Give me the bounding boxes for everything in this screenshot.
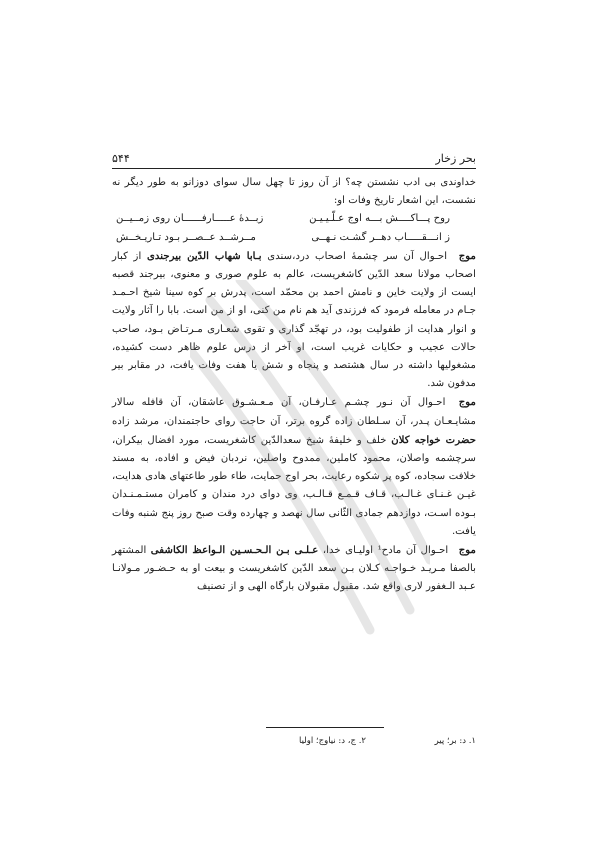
footnote-divider bbox=[266, 727, 384, 728]
verse-hemistich-right: روح پـــاکــــش بـــه اوج عـلّـیـیـن bbox=[309, 213, 450, 225]
moj-marker: موج bbox=[458, 544, 476, 557]
section-name: حضرت خواجه کلان bbox=[391, 433, 476, 446]
verse-line bbox=[116, 210, 450, 228]
section-text: خلف و خلیفهٔ شیخ سعدالدّین کاشغریست، مورد افضال بیکران، سرچشمه واصلان، محمود کاملین، ممدوح واصلین، نردبان فیض و افاده، به مسند خلافت سجاده، کوه پر شکوه رعایت، بحر اوج حمایت، طاء طور طاعتهای هادی هدایت، غیـن غـنـای غـالـب، قـاف قـمـع قـالـب، وی دوای درد مندان و کامران مستـمـنـدان بـوده اسـت، دوازدهم جمادی الثّانی سال نهصد و چهارده وقت صبح روز پنج شنبه وفات یافت. bbox=[112, 434, 476, 537]
moj-marker: موج bbox=[458, 249, 476, 262]
header-title: بحر زخار bbox=[435, 152, 476, 165]
verse-hemistich-left: زبــدهٔ عـــــارفــــــان روی زمــیــن bbox=[116, 213, 264, 225]
section-name: عـلـی بـن الـحـسـین الـواعظ الکاشفی bbox=[150, 544, 319, 557]
verse-hemistich-left: مــرشــد عــصــر بـود تـاریـخــش bbox=[116, 231, 256, 243]
section-baba-shahab bbox=[112, 247, 476, 394]
section-text: از کبار اصحاب مولانا سعد الدّین کاشغریست، عالم به علوم صوری و معنوی، بیرجند قصبه ایست از ولایت خاین و نامش احمد بن محمّد است، پدرش بر کوه سینا شیخ احـمـد جـام در معامله فرمود که فرزندی آید هم نام من کنی، او از من است. بابا را آثار ولایت و انوار هدایت از طفولیت بود، در تهجّد گذاری و تقوی شعـاری مـرتـاض بـود، صاحب حالات عجیب و حکایات غریب است، او آخر از درس علوم ظاهر دست کشیده، مشغولیها داشته در سال هشتصد و پنجاه و شش یا هفت وفات یافت، در مقابر بیر مدفون شد. bbox=[112, 250, 476, 390]
running-header bbox=[112, 150, 476, 168]
body-text bbox=[112, 174, 476, 597]
section-khwaja-kalan bbox=[112, 393, 476, 541]
header-divider bbox=[112, 168, 476, 169]
verse-line bbox=[116, 229, 450, 247]
footnote-2: ۲. ج، د: نیاوج؛ اولیا bbox=[299, 736, 366, 746]
footnote-1: ۱. د: بر؛ پیر bbox=[434, 736, 476, 746]
verse-hemistich-right: ز انـــقـــــاب دهــر گشـت نـهــی bbox=[311, 231, 450, 243]
section-text: المشتهر بالصفا مـریـد خـواجـه کـلان بـن سعد الدّین کاشغریست و بیعت او به حـضـور مـولانـا عـبد الـغفور لاری واقع شد. مقبول مقبولان بارگاه الهی و از تصنیف bbox=[112, 545, 476, 593]
section-intro: احـوال آن سر چشمهٔ اصحاب درد،سندی bbox=[267, 250, 448, 262]
section-kashifi bbox=[112, 541, 476, 597]
footnotes bbox=[226, 736, 476, 750]
intro-paragraph: خداوندی بی ادب نشستن چه؟ از آن روز تا چهل سال سوای دوزانو به طور دیگر نه نشست، این اشعار تاریخ وفات او: bbox=[112, 177, 476, 207]
moj-marker: موج bbox=[458, 396, 476, 409]
page-number: ۵۴۴ bbox=[112, 152, 130, 165]
section-name: بـابا شهاب الدّین بیرجندی bbox=[146, 249, 262, 262]
section-intro: احـوال آن نـور چشـم عـارفـان، آن مـعـشـوق عاشقان، آن قافله سالار مشایـعـان پـدر، آن سـلطان زاده گروه برتر، آن حاجت روای حاجتمندان، مرشد زاده bbox=[112, 397, 476, 427]
section-intro: احـوال آن مادح¹ اولیـای خدا، bbox=[322, 545, 449, 557]
